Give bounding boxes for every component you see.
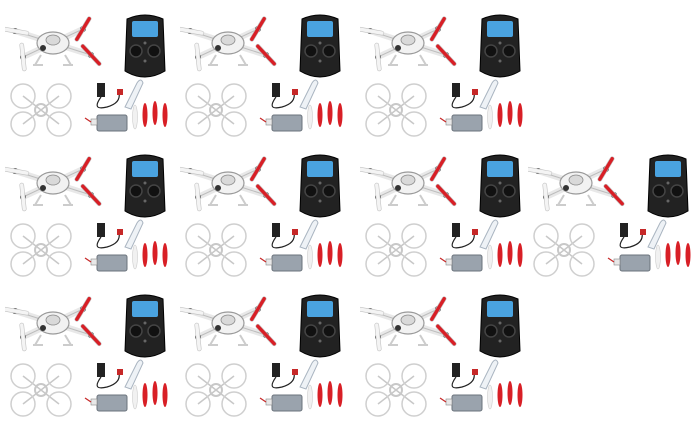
quadcopter-drone xyxy=(5,16,102,71)
handheld-remote-controller xyxy=(480,15,520,77)
drone-kit-2 xyxy=(180,5,350,145)
prop-guard-frame xyxy=(11,84,71,136)
spare-propellers-red xyxy=(498,101,523,127)
spare-propellers-white xyxy=(656,245,661,269)
prop-guard-frame xyxy=(366,364,426,416)
prop-guard-frame xyxy=(534,224,594,276)
handheld-remote-controller xyxy=(300,15,340,77)
spare-propellers-red xyxy=(498,241,523,267)
spare-propellers-red xyxy=(318,101,343,127)
drone-kit-10 xyxy=(360,285,530,425)
landing-skid xyxy=(300,80,318,109)
spare-propellers-white xyxy=(133,385,138,409)
spare-propellers-white xyxy=(308,245,313,269)
usb-charger-cable xyxy=(452,83,478,108)
spare-propellers-white xyxy=(488,105,493,129)
handheld-remote-controller xyxy=(300,155,340,217)
prop-guard-frame xyxy=(11,364,71,416)
landing-skid xyxy=(125,220,143,249)
spare-propellers-red xyxy=(143,381,168,407)
lipo-battery xyxy=(85,115,127,131)
handheld-remote-controller xyxy=(125,15,165,77)
prop-guard-frame xyxy=(11,224,71,276)
quadcopter-drone xyxy=(528,156,625,211)
handheld-remote-controller xyxy=(125,155,165,217)
spare-propellers-white xyxy=(488,385,493,409)
landing-skid xyxy=(480,220,498,249)
quadcopter-drone xyxy=(360,16,457,71)
usb-charger-cable xyxy=(272,83,298,108)
quadcopter-drone xyxy=(360,156,457,211)
spare-propellers-red xyxy=(498,381,523,407)
lipo-battery xyxy=(608,255,650,271)
usb-charger-cable xyxy=(620,223,646,248)
drone-kit-3 xyxy=(360,5,530,145)
quadcopter-drone xyxy=(5,156,102,211)
prop-guard-frame xyxy=(366,84,426,136)
drone-kit-8 xyxy=(5,285,175,425)
spare-propellers-red xyxy=(666,241,691,267)
landing-skid xyxy=(125,360,143,389)
lipo-battery xyxy=(260,395,302,411)
spare-propellers-white xyxy=(133,105,138,129)
drone-kit-6 xyxy=(360,145,530,285)
handheld-remote-controller xyxy=(125,295,165,357)
landing-skid xyxy=(648,220,666,249)
spare-propellers-white xyxy=(133,245,138,269)
spare-propellers-red xyxy=(318,241,343,267)
usb-charger-cable xyxy=(97,363,123,388)
usb-charger-cable xyxy=(272,363,298,388)
landing-skid xyxy=(300,360,318,389)
usb-charger-cable xyxy=(97,83,123,108)
spare-propellers-red xyxy=(143,241,168,267)
handheld-remote-controller xyxy=(648,155,688,217)
lipo-battery xyxy=(85,395,127,411)
landing-skid xyxy=(480,360,498,389)
landing-skid xyxy=(300,220,318,249)
lipo-battery xyxy=(260,115,302,131)
lipo-battery xyxy=(440,395,482,411)
handheld-remote-controller xyxy=(300,295,340,357)
prop-guard-frame xyxy=(186,364,246,416)
handheld-remote-controller xyxy=(480,295,520,357)
quadcopter-drone xyxy=(360,296,457,351)
landing-skid xyxy=(125,80,143,109)
spare-propellers-red xyxy=(318,381,343,407)
quadcopter-drone xyxy=(180,16,277,71)
quadcopter-drone xyxy=(180,156,277,211)
usb-charger-cable xyxy=(272,223,298,248)
spare-propellers-white xyxy=(308,385,313,409)
usb-charger-cable xyxy=(97,223,123,248)
spare-propellers-white xyxy=(308,105,313,129)
usb-charger-cable xyxy=(452,363,478,388)
drone-kit-7 xyxy=(528,145,698,285)
lipo-battery xyxy=(260,255,302,271)
drone-kit-5 xyxy=(180,145,350,285)
lipo-battery xyxy=(440,255,482,271)
lipo-battery xyxy=(440,115,482,131)
drone-kit-9 xyxy=(180,285,350,425)
handheld-remote-controller xyxy=(480,155,520,217)
spare-propellers-red xyxy=(143,101,168,127)
quadcopter-drone xyxy=(180,296,277,351)
landing-skid xyxy=(480,80,498,109)
drone-kit-1 xyxy=(5,5,175,145)
prop-guard-frame xyxy=(186,84,246,136)
quadcopter-drone xyxy=(5,296,102,351)
spare-propellers-white xyxy=(488,245,493,269)
prop-guard-frame xyxy=(186,224,246,276)
prop-guard-frame xyxy=(366,224,426,276)
lipo-battery xyxy=(85,255,127,271)
drone-kit-4 xyxy=(5,145,175,285)
usb-charger-cable xyxy=(452,223,478,248)
